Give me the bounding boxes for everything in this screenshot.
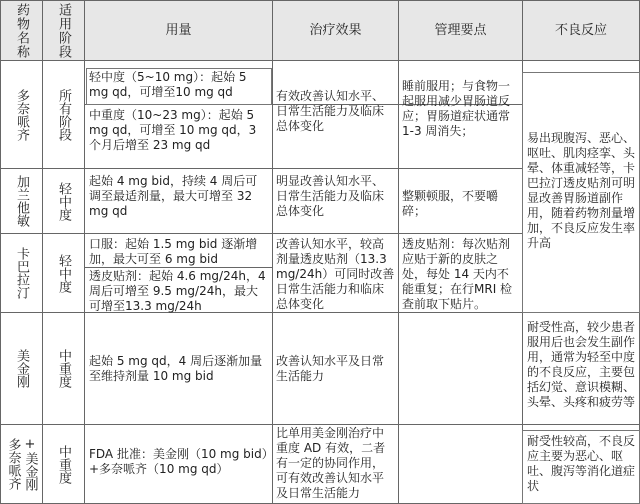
drug-name-combo-b: +美金刚 [22, 437, 38, 491]
management-rivastigmine: 透皮贴剂：每次贴剂应贴于新的皮肤之处，每处 14 天内不能重复；在行MRI 检查前取下贴片。 [402, 237, 513, 311]
grid-line [84, 0, 85, 504]
adverse-cholinesterase: 易出现腹泻、恶心、呕吐、肌肉痉挛、头晕、体重减轻等，卡巴拉汀透皮贴剂可明显改善胃肠道副作用，随着药物剂量增加，不良反应发生率升高 [527, 131, 636, 250]
stage-combo: 中重度 [56, 444, 71, 484]
stage-rivastigmine: 轻中度 [56, 253, 71, 293]
dose-galantamine: 起始 4 mg bid，持续 4 周后可调至最适剂量，最大可增至 32 mg qd [89, 174, 258, 218]
header-dose: 用量 [165, 23, 192, 38]
effect-donepezil: 有效改善认知水平、日常生活能力及临床总体变化 [276, 89, 385, 133]
drug-name-galantamine: 加兰他敏 [14, 175, 29, 227]
drug-name-memantine: 美金刚 [14, 349, 29, 388]
adverse-memantine: 耐受性高，较少患者服用后也会发生副作用，通常为轻至中度的不良反应，主要包括幻觉、意识模糊、头晕、头疼和疲劳等 [527, 320, 636, 409]
dose-rivastigmine-oral: 口服：起始 1.5 mg bid 逐渐增加，最大可至 6 mg bid [89, 237, 258, 266]
effect-galantamine: 明显改善认知水平、日常生活能力及临床总体变化 [276, 174, 385, 218]
header-drug: 药物名称 [14, 2, 29, 59]
adverse-combo: 耐受性较高，不良反应主要为恶心、呕吐、腹泻等消化道症状 [527, 434, 636, 493]
stage-donepezil: 所有阶段 [56, 88, 71, 141]
effect-rivastigmine: 改善认知水平，较高剂量透皮贴剂（13.3 mg/24h）可同时改善日常生活能力和临床总体变化 [276, 237, 395, 311]
drug-name-rivastigmine: 卡巴拉汀 [14, 247, 29, 299]
header-effect: 治疗效果 [309, 23, 362, 38]
management-donepezil: 睡前服用；与食物一起服用减少胃肠道反应；胃肠道症状通常 1-3 周消失； [402, 79, 511, 138]
dose-donepezil-mild: 轻中度（5~10 mg）：起始 5 mg qd，可增至10 mg qd [89, 70, 247, 99]
dose-combo: FDA 批准：美金刚（10 mg bid）+多奈哌齐（10 mg qd） [89, 447, 268, 476]
drug-name-combo [1, 425, 42, 503]
stage-memantine: 中重度 [56, 349, 71, 388]
grid-line [0, 60, 640, 61]
drug-name-donepezil: 多奈哌齐 [14, 88, 29, 141]
header-stage: 适用阶段 [56, 2, 71, 59]
management-galantamine: 整颗顿服，不要嚼碎； [402, 189, 499, 218]
stage-galantamine: 轻中度 [56, 181, 71, 221]
header-adverse: 不良反应 [554, 23, 607, 38]
effect-memantine: 改善认知水平及日常生活能力 [276, 354, 385, 383]
drug-name-combo-a: 多奈哌齐 [5, 438, 21, 490]
dose-memantine: 起始 5 mg qd，4 周后逐渐加量至维持剂量 10 mg bid [89, 354, 263, 383]
effect-combo: 比单用美金刚治疗中重度 AD 有效，二者有一定的协同作用，可有效改善认知水平及日常生活能力 [276, 426, 386, 500]
dose-donepezil-severe: 中重度（10~23 mg）：起始 5 mg qd，可增至 10 mg qd，3 个月后增至 23 mg qd [89, 108, 257, 152]
dose-rivastigmine-patch: 透皮贴剂：起始 4.6 mg/24h，4 周后可增至 9.5 mg/24h，最大可增至13.3 mg/24h [89, 269, 266, 313]
header-management: 管理要点 [434, 23, 487, 38]
